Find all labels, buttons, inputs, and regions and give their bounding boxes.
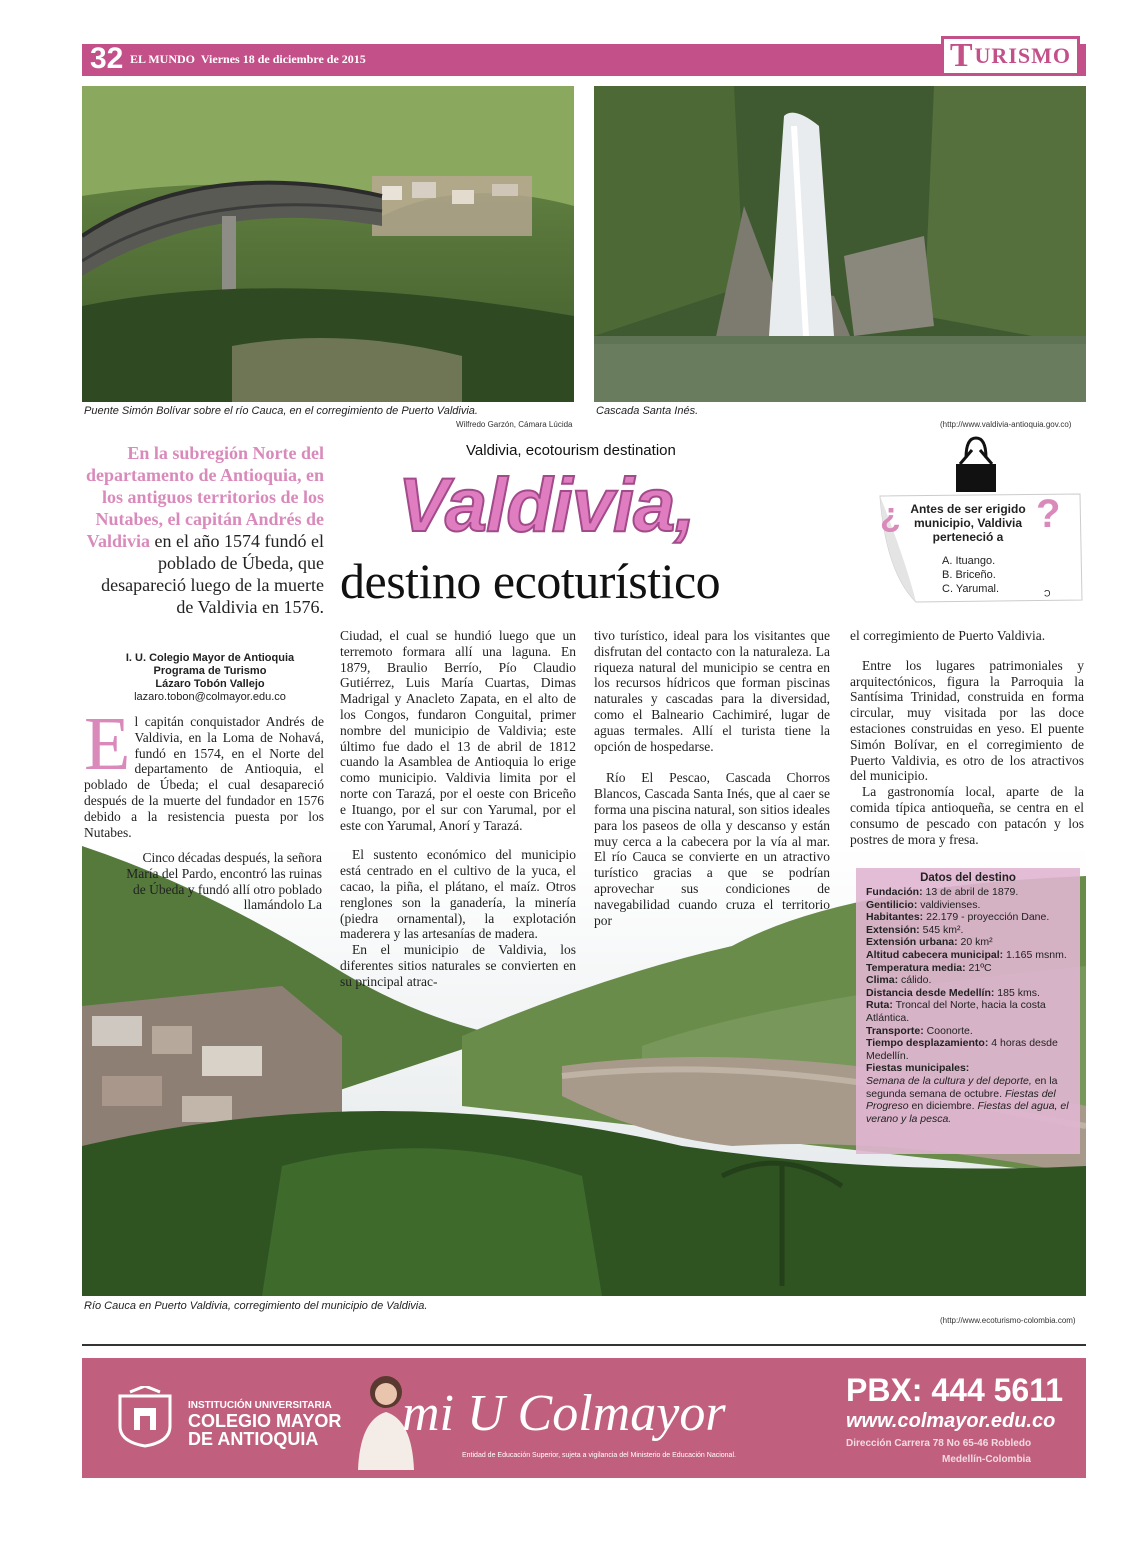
divider [82,1344,1086,1346]
page-header [82,37,1086,76]
section-label [941,36,1080,76]
byline-org: I. U. Colegio Mayor de Antioquia [125,652,295,664]
advertisement[interactable] [82,1358,1086,1478]
drop-cap: E [84,702,131,786]
question-mark-close: ? [1036,492,1061,536]
quiz-question: Antes de ser erigido municipio, Valdivia perteneció a [910,502,1026,544]
facts-row: Altitud cabecera municipal: 1.165 msnm. [866,948,1067,961]
col2-para-3: En el municipio de Valdivia, los diferentes sitios naturales se convierten en su principal atrac- [340,942,576,989]
quiz-option: A. Ituango. [942,555,996,567]
byline-author: Lázaro Tobón Vallejo [155,678,265,690]
col2-para-1: Ciudad, el cual se hundió luego que un terremoto formara allí una laguna. En 1879, Braulio Berrío, Pío Claudio Gutiérrez, Luis María Cuartas, Dimas Madrigal y Anacleto Zapata, en el alto de los Congos, fundaron Conguital, primer nombre del municipio de Valdivia; este último fue dado el 13 de abril de 1812 cuando la Asamblea de Antioquia lo erige como municipio. Valdivia limita por el norte con Tarazá, por el oeste con Briceño e Ituango, por el sur con Yarumal, por el este con Yarumal, Anorí y Tarazá. [340,628,576,833]
lede-rest: en el año 1574 fundó el poblado de Úbeda, que desapareció luego de la muerte de Valdivia en 1576. [101,531,324,617]
col1-para-1-text: l capitán conquistador Andrés de Valdivia, en la Loma de Nohavá, fundó en 1574, en el Norte del departamento de Antioquia, el poblado de Úbeda; el cual desapareció después de la muerte del fundador en 1576 debido a la resistencia puesta por los Nutabes. [84,714,324,840]
waterfall-photo [594,86,1086,402]
facts-row: Transporte: Coonorte. [866,1024,973,1037]
page-number: 32 [90,42,124,75]
ad-legal: Entidad de Educación Superior, sujeta a vigilancia del Ministerio de Educación Nacional. [462,1452,736,1459]
facts-fiestas: Fiestas municipales: Semana de la cultura y del deporte, en la segunda semana de octubre. Fiestas del Progreso en diciembre. Fiestas del agua, el verano y la pesca. [866,1062,1069,1125]
article-title: Valdivia, [398,463,695,548]
column-3 [594,628,830,928]
column-2 [340,628,576,990]
facts-title: Datos del destino [920,872,1016,884]
ad-pbx: PBX: 444 5611 [846,1372,1064,1408]
ad-address: Dirección Carrera 78 No 65-46 Robledo [846,1438,1032,1449]
institution-logo-icon [116,1386,174,1448]
byline-email[interactable]: lazaro.tobon@colmayor.edu.co [134,691,286,703]
quiz-answer: C [1044,588,1051,598]
facts-row: Temperatura media: 21ºC [866,961,992,974]
col1-para-2: Cinco décadas después, la señora María del Pardo, encontró las ruinas de Úbeda y fundó allí otro poblado llamándolo La [126,850,322,913]
ad-city: Medellín-Colombia [942,1454,1031,1465]
column-4 [850,628,1084,847]
byline-program: Programa de Turismo [153,665,267,677]
lede-highlight: En la subregión Norte del departamento de Antioquia, en los antiguos territorios de los Nutabes, el capitán Andrés de Valdivia [85,443,324,551]
issue-date: Viernes 18 de diciembre de 2015 [200,52,366,66]
facts-row: Habitantes: 22.179 - proyección Dane. [866,911,1050,924]
section-initial: T [949,37,974,74]
quiz-options [942,554,999,596]
river-caption: Río Cauca en Puerto Valdivia, corregimiento del municipio de Valdivia. [84,1300,428,1312]
col4-para-3: La gastronomía local, aparte de la comida típica antioqueña, se centra en el consumo de pescado con patacón y los postres de mora y fresa. [850,784,1084,847]
section-rest: URISMO [974,43,1071,68]
destination-facts-box [856,868,1080,1154]
waterfall-illustration [594,86,1086,402]
facts-row: Fundación: 13 de abril de 1879. [866,886,1019,898]
facts-row: Ruta: Troncal del Norte, hacia la costa Atlántica. [866,999,1046,1024]
col4-para-1: el corregimiento de Puerto Valdivia. [850,628,1046,643]
question-mark-open: ¿ [880,496,901,534]
quiz-option: C. Yarumal. [942,583,1000,595]
col1-para-1 [84,702,324,840]
ad-inst-line2: COLEGIO MAYOR [188,1411,342,1431]
bridge-illustration [82,86,574,402]
quiz-box [876,436,1084,604]
bridge-caption: Puente Simón Bolívar sobre el río Cauca, en el corregimiento de Puerto Valdivia. [84,405,478,417]
facts-row: Gentilicio: valdivienses. [866,898,981,911]
publication-date [130,52,366,67]
facts-row: Extensión: 545 km². [866,923,964,936]
lede [80,442,324,618]
binder-clip-icon [952,436,1000,494]
ad-inst-line1: INSTITUCIÓN UNIVERSITARIA [188,1400,332,1411]
waterfall-credit: (http://www.valdivia-antioquia.gov.co) [940,420,1072,429]
ad-inst-line3: DE ANTIOQUIA [188,1429,319,1449]
quiz-option: B. Briceño. [942,569,996,581]
river-credit: (http://www.ecoturismo-colombia.com) [940,1316,1076,1325]
col4-para-2: Entre los lugares patrimoniales y arquitectónicos, figura la Parroquia la Santísima Trinidad, construida en forma circular, muy visitada por las doce estaciones construidas en yeso. El puente Simón Bolívar, en el corregimiento de Puerto Valdivia, es otro de los atractivos del municipio. [850,657,1084,784]
ad-website[interactable]: www.colmayor.edu.co [846,1410,1056,1432]
bridge-credit: Wilfredo Garzón, Cámara Lúcida [456,420,573,429]
col3-para-2: Río El Pescao, Cascada Chorros Blancos, Cascada Santa Inés, que al caer se forma una piscina natural, son sitios ideales para los paseos de olla y descanso y están muy cerca a la cabecera por la vía al mar. El río Cauca se convierte en un atractivo turístico gracias a que se podrían aprovechar sus condiciones de navegabilidad cuando cruza el territorio por [594,770,830,928]
facts-row: Distancia desde Medellín: 185 kms. [866,986,1040,999]
byline [88,652,332,704]
col3-para-1: tivo turístico, ideal para los visitantes que disfrutan del contacto con la naturaleza. La riqueza natural del municipio se centra en los recursos hídricos que forman piscinas naturales y cascadas para la diversidad, como el Balneario Cachimiré, lugar de aguas termales. Allí el turista tiene la opción de hospedarse. [594,628,830,754]
article-subtitle: destino ecoturístico [340,553,721,609]
ad-slogan: mi U Colmayor [402,1385,726,1442]
facts-row: Extensión urbana: 20 km² [866,936,993,949]
facts-row: Tiempo desplazamiento: 4 horas desde Medellín. [866,1037,1058,1062]
bridge-photo [82,86,574,402]
col2-para-2: El sustento económico del municipio está centrado en el cultivo de la yuca, el cacao, la piña, el plátano, el maíz. Otros renglones son la ganadería, la minería (piedra ornamental), la explotación maderera y las artesanías de madera. [340,847,576,942]
english-subtitle: Valdivia, ecotourism destination [466,442,676,459]
publication-name: EL MUNDO [130,52,196,66]
waterfall-caption: Cascada Santa Inés. [596,405,699,417]
column-1 [84,702,324,840]
facts-row: Clima: cálido. [866,974,932,987]
